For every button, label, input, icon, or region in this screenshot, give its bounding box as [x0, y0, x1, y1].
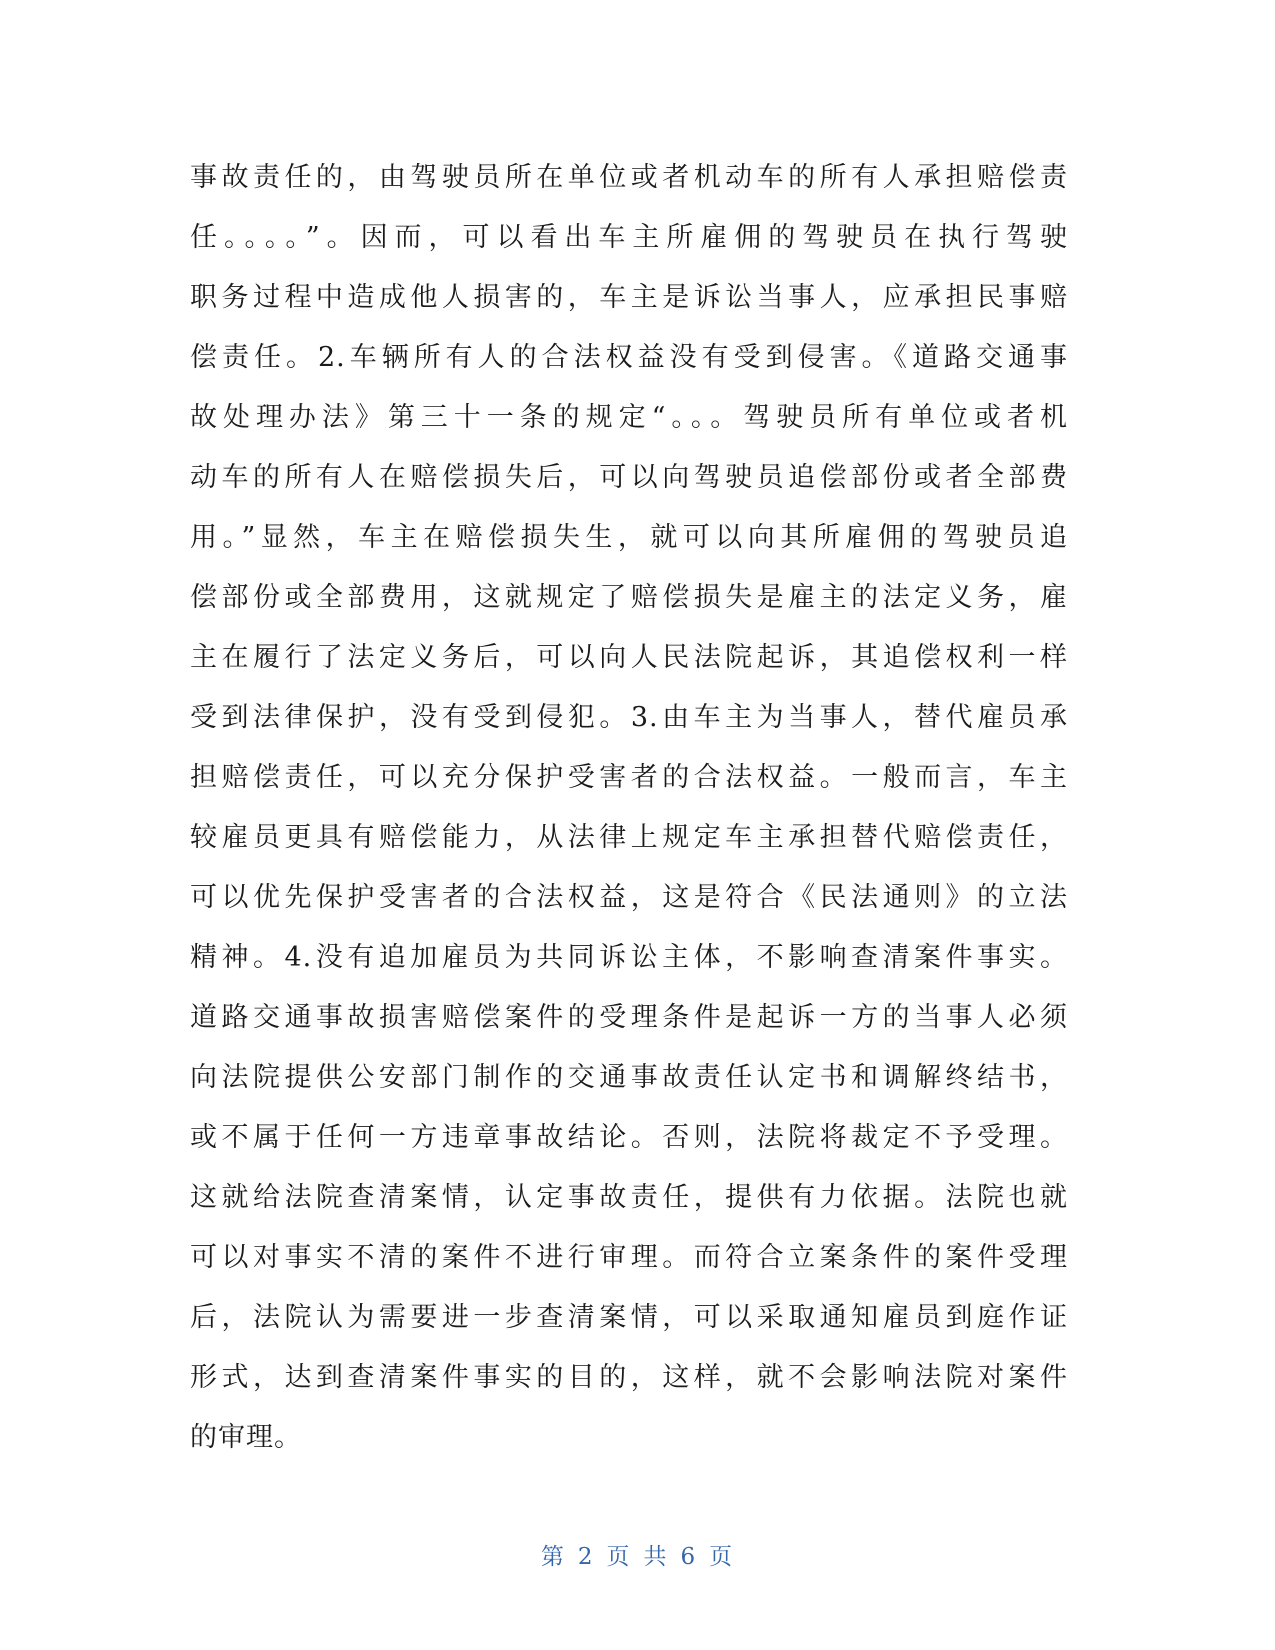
document-body — [190, 148, 1068, 1468]
text-line: 较雇员更具有赔偿能力，从法律上规定车主承担替代赔偿责任， — [190, 822, 1068, 853]
page-prefix: 第 — [540, 1544, 566, 1570]
text-line: 偿责任。2.车辆所有人的合法权益没有受到侵害。《道路交通事 — [190, 342, 1068, 373]
text-line: 动车的所有人在赔偿损失后，可以向驾驶员追偿部份或者全部费 — [190, 462, 1068, 493]
text-line: 的审理。 — [190, 1422, 302, 1453]
text-line: 道路交通事故损害赔偿案件的受理条件是起诉一方的当事人必须 — [190, 1002, 1068, 1033]
text-line: 任。。。。”。因而，可以看出车主所雇佣的驾驶员在执行驾驶 — [190, 222, 1068, 253]
total-prefix: 共 — [643, 1544, 669, 1570]
text-line: 可以对事实不清的案件不进行审理。而符合立案条件的案件受理 — [190, 1242, 1068, 1273]
text-line: 形式，达到查清案件事实的目的，这样，就不会影响法院对案件 — [190, 1362, 1068, 1393]
total-pages-number: 6 — [680, 1544, 698, 1570]
text-line: 受到法律保护，没有受到侵犯。3.由车主为当事人，替代雇员承 — [190, 702, 1068, 733]
text-line: 用。”显然，车主在赔偿损失生，就可以向其所雇佣的驾驶员追 — [190, 522, 1068, 553]
page-number-footer — [0, 1538, 1275, 1571]
text-line: 这就给法院查清案情，认定事故责任，提供有力依据。法院也就 — [190, 1182, 1068, 1213]
text-line: 可以优先保护受害者的合法权益，这是符合《民法通则》的立法 — [190, 882, 1068, 913]
text-line: 职务过程中造成他人损害的，车主是诉讼当事人，应承担民事赔 — [190, 282, 1068, 313]
current-page-number: 2 — [577, 1544, 595, 1570]
text-line: 担赔偿责任，可以充分保护受害者的合法权益。一般而言，车主 — [190, 762, 1068, 793]
text-line: 偿部份或全部费用，这就规定了赔偿损失是雇主的法定义务，雇 — [190, 582, 1068, 613]
text-line: 后，法院认为需要进一步查清案情，可以采取通知雇员到庭作证 — [190, 1302, 1068, 1333]
text-line: 精神。4.没有追加雇员为共同诉讼主体，不影响查清案件事实。 — [190, 942, 1068, 973]
text-line: 故处理办法》第三十一条的规定“。。。驾驶员所有单位或者机 — [190, 402, 1068, 433]
text-line: 主在履行了法定义务后，可以向人民法院起诉，其追偿权利一样 — [190, 642, 1068, 673]
total-suffix: 页 — [709, 1544, 735, 1570]
text-line: 或不属于任何一方违章事故结论。否则，法院将裁定不予受理。 — [190, 1122, 1068, 1153]
page-word: 页 — [606, 1544, 632, 1570]
text-line: 事故责任的，由驾驶员所在单位或者机动车的所有人承担赔偿责 — [190, 162, 1068, 193]
text-line: 向法院提供公安部门制作的交通事故责任认定书和调解终结书， — [190, 1062, 1068, 1093]
